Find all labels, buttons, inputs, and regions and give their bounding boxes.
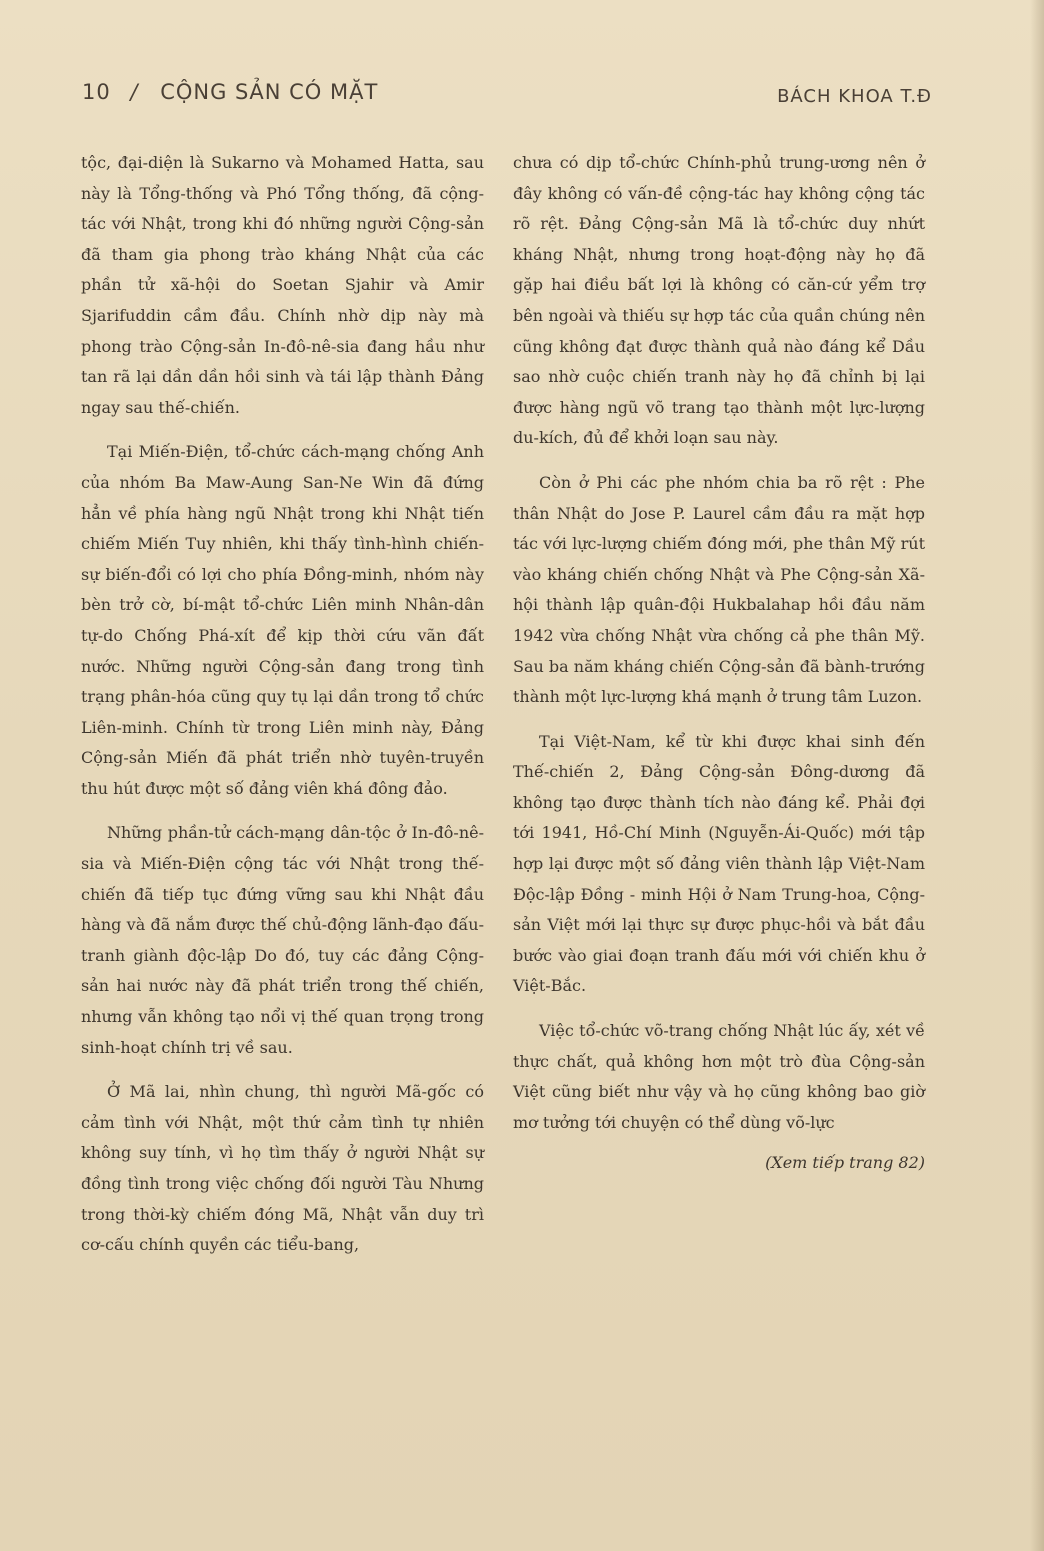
right-text-column (513, 148, 925, 1179)
paragraph: Ở Mã lai, nhìn chung, thì người Mã-gốc có cảm tình với Nhật, một thứ cảm tình tự nhiên không suy tính, vì họ tìm thấy ở người Nhật sự đồng tình trong việc chống đối người Tàu Nhưng trong thời-kỳ chiếm đóng Mã, Nhật vẫn duy trì cơ-cấu chính quyền các tiểu-bang, (81, 1082, 484, 1255)
header-left (82, 80, 378, 104)
paragraph: Còn ở Phi các phe nhóm chia ba rõ rệt : Phe thân Nhật do Jose P. Laurel cầm đầu ra mặt hợp tác với lực-lượng chiếm đóng mới, phe thân Mỹ rút vào kháng chiến chống Nhật và Phe Cộng-sản Xã-hội thành lập quân-đội Hukbalahap hồi đầu năm 1942 vừa chống Nhật vừa chống cả phe thân Mỹ. Sau ba năm kháng chiến Cộng-sản đã bành-trướng thành một lực-lượng khá mạnh ở trung tâm Luzon. (513, 472, 925, 707)
paragraph: Tại Miến-Điện, tổ-chức cách-mạng chống Anh của nhóm Ba Maw-Aung San-Ne Win đã đứng hẳn về phía hàng ngũ Nhật trong khi Nhật tiến chiếm Miến Tuy nhiên, khi thấy tình-hình chiến-sự biến-đổi có lợi cho phía Đồng-minh, nhóm này bèn trở cờ, bí-mật tổ-chức Liên minh Nhân-dân tự-do Chống Phá-xít để kịp thời cứu vãn đất nước. Những người Cộng-sản đang trong tình trạng phân-hóa cũng quy tụ lại dần trong tổ chức Liên-minh. Chính từ trong Liên minh này, Đảng Cộng-sản Miến đã phát triển nhờ tuyên-truyền thu hút được một số đảng viên khá đông đảo. (81, 442, 484, 798)
paragraph: tộc, đại-diện là Sukarno và Mohamed Hatta, sau này là Tổng-thống và Phó Tổng thống, đã cộng-tác với Nhật, trong khi đó những người Cộng-sản đã tham gia phong trào kháng Nhật của các phần tử xã-hội do Soetan Sjahir và Amir Sjarifuddin cầm đầu. Chính nhờ dịp này mà phong trào Cộng-sản In-đô-nê-sia đang hầu như tan rã lại dần dần hồi sinh và tái lập thành Đảng ngay sau thế-chiến. (81, 153, 484, 417)
page-edge-shadow (1030, 0, 1044, 1551)
paragraph: Những phần-tử cách-mạng dân-tộc ở In-đô-nê-sia và Miến-Điện cộng tác với Nhật trong thế-chiến đã tiếp tục đứng vững sau khi Nhật đầu hàng và đã nắm được thế chủ-động lãnh-đạo đấu-tranh giành độc-lập Do đó, tuy các đảng Cộng-sản hai nước này đã phát triển trong thế chiến, nhưng vẫn không tạo nổi vị thế quan trọng trong sinh-hoạt chính trị về sau. (81, 823, 484, 1057)
left-text-column (81, 148, 484, 1261)
header-separator: / (130, 80, 139, 104)
running-header (82, 80, 932, 114)
continued-on-page-note: (Xem tiếp trang 82) (765, 1153, 925, 1173)
paragraph: Tại Việt-Nam, kể từ khi được khai sinh đến Thế-chiến 2, Đảng Cộng-sản Đông-dương đã không tạo được thành tích nào đáng kể. Phải đợi tới 1941, Hồ-Chí Minh (Nguyễn-Ái-Quốc) mới tập hợp lại được một số đảng viên thành lập Việt-Nam Độc-lập Đồng - minh Hội ở Nam Trung-hoa, Cộng-sản Việt mới lại thực sự được phục-hồi và bắt đầu bước vào giai đoạn tranh đấu mới với chiến khu ở Việt-Bắc. (513, 731, 925, 996)
paragraph: Việc tổ-chức võ-trang chống Nhật lúc ấy, xét về thực chất, quả không hơn một trò đùa Cộng-sản Việt cũng biết như vậy và họ cũng không bao giờ mơ tưởng tới chuyện có thể dùng võ-lực (513, 1021, 925, 1132)
section-title: CỘNG SẢN CÓ MẶT (160, 80, 379, 104)
page-number: 10 (82, 80, 111, 104)
paragraph: chưa có dịp tổ-chức Chính-phủ trung-ương nên ở đây không có vấn-đề cộng-tác hay không cộng tác rõ rệt. Đảng Cộng-sản Mã là tổ-chức duy nhứt kháng Nhật, nhưng trong hoạt-động này họ đã gặp hai điều bất lợi là không có căn-cứ yểm trợ bên ngoài và thiếu sự hợp tác của quần chúng nên cũng không đạt được thành quả nào đáng kể Dầu sao nhờ cuộc chiến tranh này họ đã chỉnh bị lại được hàng ngũ võ trang tạo thành một lực-lượng du-kích, đủ để khởi loạn sau này. (513, 153, 925, 448)
publication-name: BÁCH KHOA T.Đ (777, 86, 932, 107)
